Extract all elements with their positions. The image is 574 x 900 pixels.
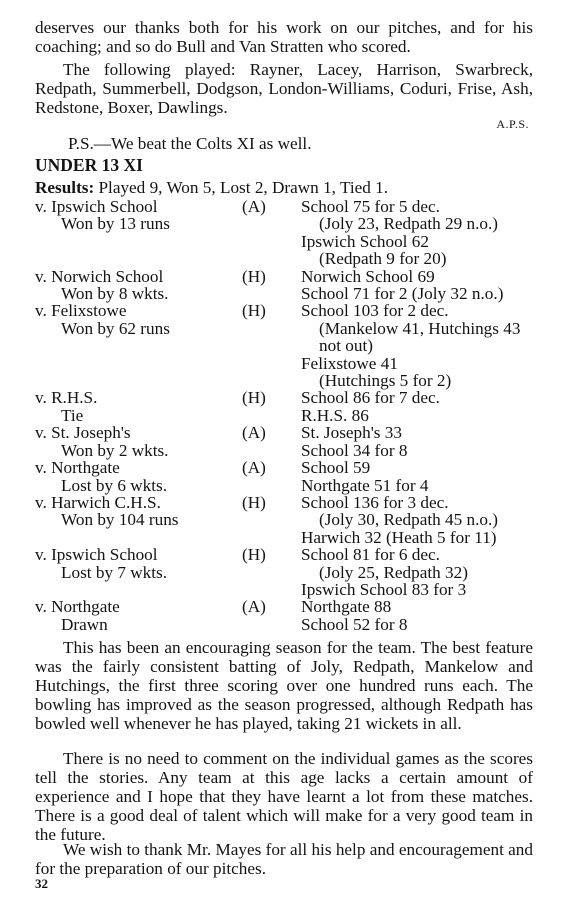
fixture-match <box>35 302 240 337</box>
score-line: (Joly 23, Redpath 29 n.o.) <box>319 214 499 234</box>
fixture-row <box>35 598 545 633</box>
score-line: School 52 for 8 <box>301 614 408 634</box>
fixture-result: Lost by 7 wkts. <box>61 562 167 582</box>
score-line: (Joly 30, Redpath 45 n.o.) <box>319 510 499 530</box>
fixture-match <box>35 389 240 424</box>
author-signature: A.P.S. <box>496 117 529 131</box>
score-line: (Hutchings 5 for 2) <box>319 371 452 391</box>
fixture-row <box>35 459 545 494</box>
fixture-scores <box>301 424 545 459</box>
fixture-scores <box>301 494 545 546</box>
fixtures-list <box>35 198 545 633</box>
fixture-result: Won by 8 wkts. <box>61 284 169 304</box>
fixture-row <box>35 389 545 424</box>
fixture-opponent: v. St. Joseph's <box>35 423 131 443</box>
score-line: School 75 for 5 dec. <box>301 197 440 216</box>
score-line: (Joly 25, Redpath 32) <box>319 562 468 582</box>
fixture-match <box>35 546 240 581</box>
score-line: School 59 <box>301 458 371 478</box>
fixture-venue: (A) <box>242 597 266 617</box>
score-line: Felixstowe 41 <box>301 353 398 373</box>
intro-paragraph-2: The following played: Rayner, Lacey, Harrison, Swarbreck, Redpath, Summerbell, Dodgson, London-Williams, Coduri, Frise, Ash, Redstone, Boxer, Dawlings. <box>35 60 533 117</box>
fixture-row <box>35 302 545 389</box>
score-line: Norwich School 69 <box>301 266 435 286</box>
closing-paragraph-2: There is no need to comment on the individual games as the scores tell the stories. Any team at this age lacks a certain amount of experience and I hope that they have learnt a lot from these matches. There is a good deal of talent which will make for a very good team in the future. <box>35 749 533 844</box>
results-label: Results: <box>35 178 95 197</box>
fixture-result: Won by 13 runs <box>61 214 170 234</box>
fixture-result: Tie <box>61 405 84 425</box>
fixture-scores <box>301 459 545 494</box>
fixture-row <box>35 198 545 268</box>
fixture-match <box>35 424 240 459</box>
postscript: P.S.—We beat the Colts XI as well. <box>68 134 312 153</box>
fixture-row <box>35 424 545 459</box>
fixture-venue: (A) <box>242 458 266 478</box>
fixture-result: Won by 62 runs <box>61 318 170 338</box>
intro-paragraph-1: deserves our thanks both for his work on our pitches, and for his coaching; and so do Bull and Van Stratten who scored. <box>35 18 533 56</box>
fixture-result: Won by 104 runs <box>61 510 179 530</box>
fixture-match <box>35 598 240 633</box>
fixture-row <box>35 546 545 598</box>
score-line: School 136 for 3 dec. <box>301 492 449 512</box>
score-line: St. Joseph's 33 <box>301 423 402 443</box>
fixture-scores <box>301 302 545 389</box>
fixture-opponent: v. Felixstowe <box>35 301 127 321</box>
fixture-match <box>35 268 240 303</box>
fixture-scores <box>301 546 545 598</box>
fixture-venue: (H) <box>242 266 266 286</box>
score-line: Harwich 32 (Heath 5 for 11) <box>301 527 497 547</box>
score-line: Ipswich School 83 for 3 <box>301 579 467 599</box>
fixture-scores <box>301 389 545 424</box>
fixture-scores <box>301 268 545 303</box>
score-line: (Mankelow 41, Hutchings 43 <box>319 318 521 338</box>
fixture-scores <box>301 598 545 633</box>
closing-paragraph-1: This has been an encouraging season for the team. The best feature was the fairly consistent batting of Joly, Redpath, Mankelow and Hutchings, the first three scoring over one hundred runs each. The bowling has improved as the season progressed, although Redpath has bowled well whenever he has played, taking 21 wickets in all. <box>35 638 533 733</box>
score-line: School 86 for 7 dec. <box>301 388 440 408</box>
score-line: R.H.S. 86 <box>301 405 369 425</box>
fixture-venue: (H) <box>242 492 266 512</box>
results-text: Played 9, Won 5, Lost 2, Drawn 1, Tied 1. <box>94 178 389 197</box>
score-line: (Redpath 9 for 20) <box>319 249 447 269</box>
fixture-opponent: v. Northgate <box>35 597 120 617</box>
fixture-scores <box>301 198 545 268</box>
closing-paragraph-3: We wish to thank Mr. Mayes for all his help and encouragement and for the preparation of our pitches. <box>35 840 533 878</box>
section-heading: UNDER 13 XI <box>35 155 143 175</box>
fixture-match <box>35 459 240 494</box>
fixture-match <box>35 494 240 529</box>
score-line: Ipswich School 62 <box>301 231 429 251</box>
fixture-row <box>35 268 545 303</box>
fixture-opponent: v. Norwich School <box>35 266 164 286</box>
page-number: 32 <box>35 876 48 891</box>
fixture-match <box>35 198 240 233</box>
score-line: Northgate 51 for 4 <box>301 475 429 495</box>
fixture-venue: (H) <box>242 545 266 565</box>
fixture-venue: (H) <box>242 388 266 408</box>
score-line: School 71 for 2 (Joly 32 n.o.) <box>301 284 504 304</box>
score-line: Northgate 88 <box>301 597 392 617</box>
fixture-opponent: v. Northgate <box>35 458 120 478</box>
score-line: School 81 for 6 dec. <box>301 545 440 565</box>
fixture-venue: (A) <box>242 423 266 443</box>
fixture-result: Lost by 6 wkts. <box>61 475 167 495</box>
fixture-opponent: v. R.H.S. <box>35 388 98 408</box>
score-line: School 103 for 2 dec. <box>301 301 449 321</box>
fixture-opponent: v. Ipswich School <box>35 545 158 565</box>
fixture-result: Drawn <box>61 614 108 634</box>
fixture-opponent: v. Harwich C.H.S. <box>35 492 161 512</box>
results-summary <box>35 178 388 197</box>
score-line: not out) <box>319 336 373 356</box>
score-line: School 34 for 8 <box>301 440 408 460</box>
fixture-venue: (A) <box>242 197 266 216</box>
fixture-venue: (H) <box>242 301 266 321</box>
fixture-opponent: v. Ipswich School <box>35 197 158 216</box>
fixture-result: Won by 2 wkts. <box>61 440 169 460</box>
fixture-row <box>35 494 545 546</box>
